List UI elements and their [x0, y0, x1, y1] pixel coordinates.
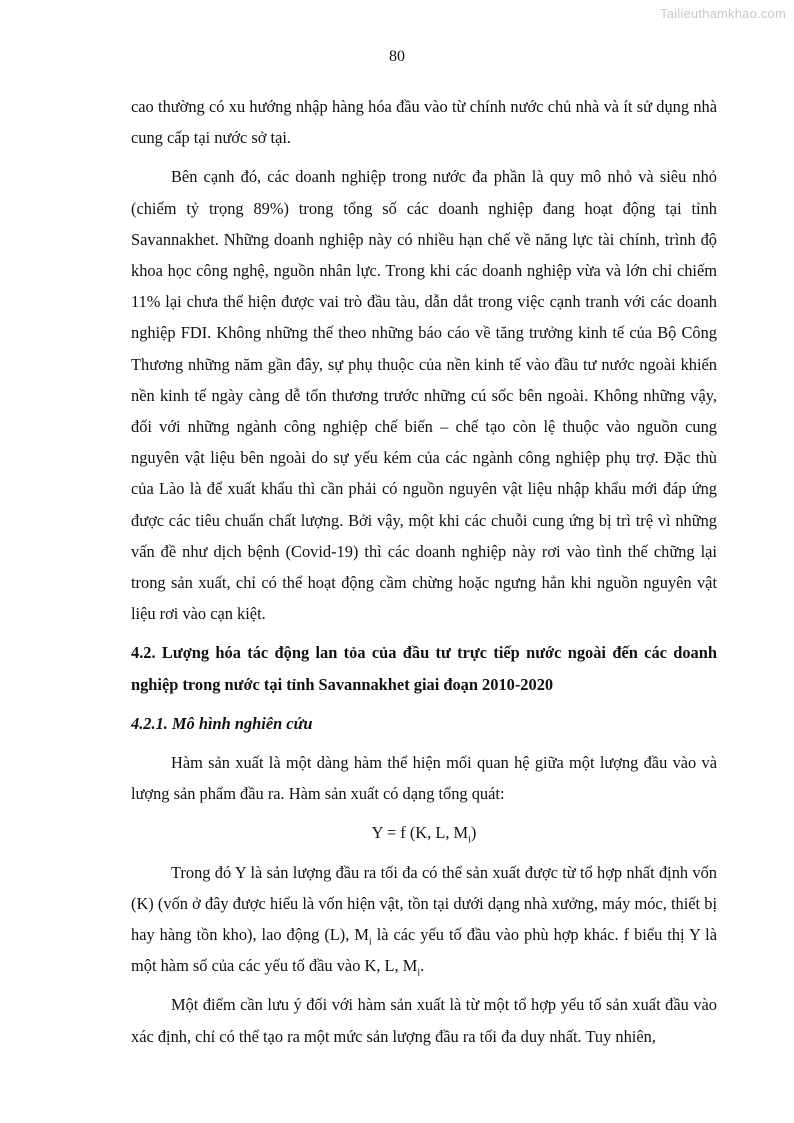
page-number: 80	[389, 48, 405, 65]
paragraph-4-part-3: .	[420, 956, 425, 976]
paragraph-4-part-2: là các yếu tố đầu vào phù hợp khác. f biểu thị Y là một hàm số của các yếu tố đầu vào K, L, M	[131, 925, 717, 976]
formula-close: )	[470, 823, 477, 843]
paragraph-1: cao thường có xu hướng nhập hàng hóa đầu vào từ chính nước chủ nhà và ít sử dụng nhà cung cấp tại nước sở tại.	[131, 97, 717, 148]
formula-main: Y = f (K, L, M	[371, 823, 469, 843]
paragraph-4-part-1: Trong đó Y là sản lượng đầu ra tối đa có thể sản xuất được từ tổ hợp nhất định vốn (K) (vốn ở đây được hiểu là vốn hiện vật, tồn tại dưới dạng nhà xưởng, máy móc, thiết bị hay hàng tồn kho), lao động (L), M	[131, 862, 717, 945]
document-body	[131, 91, 717, 1060]
paragraph-2: Bên cạnh đó, các doanh nghiệp trong nước đa phần là quy mô nhỏ và siêu nhỏ (chiếm tỷ trọng 89%) trong tổng số các doanh nghiệp đang hoạt động tại tỉnh Savannakhet. Những doanh nghiệp này có nhiều hạn chế về năng lực tài chính, trình độ khoa học công nghệ, nguồn nhân lực. Trong khi các doanh nghiệp vừa và lớn chỉ chiếm 11% lại chưa thể hiện được vai trò đầu tàu, dẫn dắt trong việc cạnh tranh với các doanh nghiệp FDI. Không những thế theo những báo cáo về tăng trưởng kinh tế của Bộ Công Thương những năm gần đây, sự phụ thuộc của nền kinh tế vào đầu tư nước ngoài khiến nền kinh tế ngày càng dễ tổn thương trước những cú sốc bên ngoài. Không những vậy, đối với những ngành công nghiệp chế biến – chế tạo còn lệ thuộc vào nguồn cung nguyên vật liệu bên ngoài do sự yếu kém của các ngành công nghiệp phụ trợ. Đặc thù của Lào là để xuất khẩu thì cần phải có nguồn nguyên vật liệu nhập khẩu mới đáp ứng được các tiêu chuẩn chất lượng. Bởi vậy, một khi các chuỗi cung ứng bị trì trệ vì những vấn đề như dịch bệnh (Covid-19) thì các doanh nghiệp này rơi vào tình thế chững lại trong sản xuất, chỉ có thể hoạt động cầm chừng hoặc ngưng hẳn khi nguồn nguyên vật liệu rơi vào cạn kiệt.	[131, 167, 717, 624]
paragraph-4-subscript-1: i	[368, 936, 372, 948]
formula-subscript: i	[468, 834, 471, 846]
paragraph-4	[131, 857, 717, 982]
subsection-heading-4-2-1: 4.2.1. Mô hình nghiên cứu	[131, 713, 313, 733]
paragraph-5: Một điểm cần lưu ý đối với hàm sản xuất là từ một tổ hợp yếu tố sản xuất đầu vào xác định, chỉ có thể tạo ra một mức sản lượng đầu ra tối đa duy nhất. Tuy nhiên,	[131, 995, 717, 1046]
watermark: Tailieuthamkhao.com	[660, 6, 786, 21]
production-function-formula	[131, 817, 717, 848]
paragraph-4-subscript-2: i	[417, 967, 421, 979]
paragraph-3: Hàm sản xuất là một dàng hàm thể hiện mối quan hệ giữa một lượng đầu vào và lượng sản phẩm đầu ra. Hàm sản xuất có dạng tổng quát:	[131, 753, 717, 804]
section-heading-4-2: 4.2. Lượng hóa tác động lan tỏa của đầu tư trực tiếp nước ngoài đến các doanh nghiệp trong nước tại tỉnh Savannakhet giai đoạn 2010-2020	[131, 643, 717, 694]
